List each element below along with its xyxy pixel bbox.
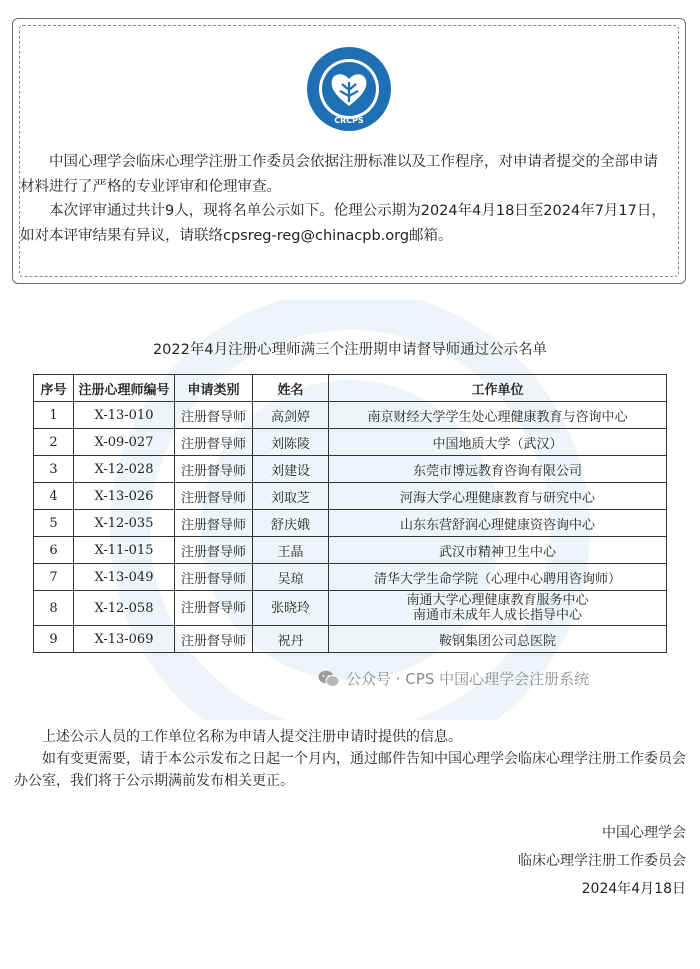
header-type: 申请类别	[175, 375, 253, 402]
wechat-icon	[318, 670, 340, 688]
cell-no: 4	[34, 483, 74, 510]
cell-unit-line-1: 武汉市精神卫生中心	[438, 544, 556, 560]
cell-unit	[329, 483, 667, 510]
cell-code: X-12-035	[74, 510, 175, 537]
cell-type: 注册督导师	[175, 564, 253, 591]
cell-unit-line-1: 南京财经大学学生处心理健康教育与咨询中心	[367, 409, 628, 425]
cell-unit	[329, 591, 667, 626]
cell-unit	[329, 402, 667, 429]
table-row	[34, 591, 667, 626]
cell-name: 王晶	[253, 537, 329, 564]
header-no: 序号	[34, 375, 74, 402]
header-unit: 工作单位	[329, 375, 667, 402]
cell-name: 高剑婷	[253, 402, 329, 429]
cell-unit-line-1: 鞍钢集团公司总医院	[438, 633, 556, 649]
table-row	[34, 483, 667, 510]
cell-unit	[329, 626, 667, 653]
cell-no: 7	[34, 564, 74, 591]
header-code: 注册心理师编号	[74, 375, 175, 402]
after-paragraph-2: 如有变更需要，请于本公示发布之日起一个月内，通过邮件告知中国心理学会临床心理学注册工作委员会办公室，我们将于公示期满前发布相关更正。	[14, 751, 686, 789]
notice-paragraph-2: 本次评审通过共计9人，现将名单公示如下。伦理公示期为2024年4月18日至2024年7月17日，如对本评审结果有异议，请联络cpsreg-reg@chinacpb.org邮箱。	[20, 203, 666, 244]
cell-type: 注册督导师	[175, 510, 253, 537]
wechat-label: 公众号 · CPS 中国心理学会注册系统	[346, 670, 590, 688]
cell-no: 5	[34, 510, 74, 537]
supervisor-table	[33, 374, 667, 653]
cell-code: X-12-058	[74, 591, 175, 626]
cell-no: 6	[34, 537, 74, 564]
cell-no: 3	[34, 456, 74, 483]
table-row	[34, 510, 667, 537]
after-paragraph-1: 上述公示人员的工作单位名称为申请人提交注册申请时提供的信息。	[42, 729, 462, 745]
cell-type: 注册督导师	[175, 483, 253, 510]
cell-unit-line-1: 河海大学心理健康教育与研究中心	[399, 490, 595, 506]
cell-type: 注册督导师	[175, 626, 253, 653]
cell-name: 刘建设	[253, 456, 329, 483]
cell-unit-line-1: 东莞市博远教育咨询有限公司	[412, 463, 582, 479]
cell-name: 刘取芝	[253, 483, 329, 510]
after-text	[14, 726, 690, 792]
table-row	[34, 564, 667, 591]
cell-code: X-12-028	[74, 456, 175, 483]
cell-unit	[329, 564, 667, 591]
table-row	[34, 537, 667, 564]
cell-code: X-09-027	[74, 429, 175, 456]
crcps-logo-icon	[306, 46, 392, 132]
cell-code: X-13-026	[74, 483, 175, 510]
table-row	[34, 429, 667, 456]
cell-type: 注册督导师	[175, 537, 253, 564]
cell-name: 张晓玲	[253, 591, 329, 626]
cell-code: X-11-015	[74, 537, 175, 564]
cell-no: 9	[34, 626, 74, 653]
logo-text: CRCPS	[334, 116, 364, 125]
cell-type: 注册督导师	[175, 591, 253, 626]
cell-unit	[329, 429, 667, 456]
notice-paragraph-1: 中国心理学会临床心理学注册工作委员会依据注册标准以及工作程序，对申请者提交的全部申请材料进行了严格的专业评审和伦理审查。	[20, 154, 658, 195]
notice-text	[20, 150, 668, 248]
signature-date: 2024年4月18日	[581, 881, 686, 897]
table-header-row	[34, 375, 667, 402]
header-name: 姓名	[253, 375, 329, 402]
cell-name: 刘陈陵	[253, 429, 329, 456]
wechat-watermark	[318, 668, 589, 689]
signature-org-2: 临床心理学注册工作委员会	[518, 853, 686, 869]
cell-unit	[329, 537, 667, 564]
cell-name: 吴琼	[253, 564, 329, 591]
cell-unit-line-1: 中国地质大学（武汉）	[432, 436, 563, 452]
cell-name: 舒庆娥	[253, 510, 329, 537]
cell-type: 注册督导师	[175, 402, 253, 429]
signature-org-1: 中国心理学会	[602, 825, 686, 841]
cell-no: 2	[34, 429, 74, 456]
table-title: 2022年4月注册心理师满三个注册期申请督导师通过公示名单	[152, 342, 548, 358]
cell-code: X-13-010	[74, 402, 175, 429]
cell-type: 注册督导师	[175, 456, 253, 483]
cell-unit-line-2: 南通市未成年人成长指导中心	[412, 608, 582, 623]
table-row	[34, 402, 667, 429]
cell-unit-line-1: 清华大学生命学院（心理中心聘用咨询师）	[373, 571, 621, 587]
cell-type: 注册督导师	[175, 429, 253, 456]
cell-code: X-13-069	[74, 626, 175, 653]
cell-unit-line-1: 山东东营舒润心理健康资咨询中心	[399, 517, 595, 533]
cell-unit	[329, 510, 667, 537]
cell-no: 1	[34, 402, 74, 429]
cell-name: 祝丹	[253, 626, 329, 653]
table-row	[34, 626, 667, 653]
cell-unit	[329, 456, 667, 483]
cell-unit-line-1: 南通大学心理健康教育服务中心	[406, 593, 589, 608]
cell-no: 8	[34, 591, 74, 626]
cell-code: X-13-049	[74, 564, 175, 591]
table-row	[34, 456, 667, 483]
